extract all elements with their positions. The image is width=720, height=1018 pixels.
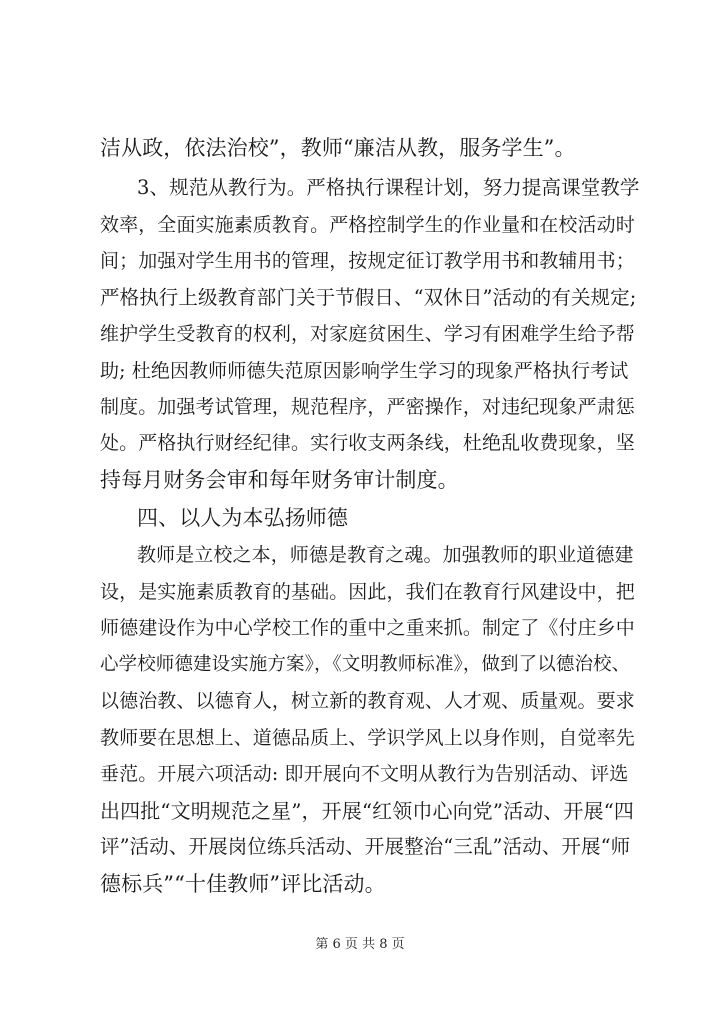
text-line: 出四批“文明规范之星”，开展“红领巾心向党”活动、开展“四 xyxy=(100,799,635,823)
text-line: 垂范。开展六项活动: 即开展向不文明从教行为告别活动、评选 xyxy=(100,763,629,785)
text-line: 维护学生受教育的权利，对家庭贫困生、学习有困难学生给予帮 xyxy=(100,323,635,345)
text-line: 制度。加强考试管理，规范程序，严密操作，对违纪现象严肃惩 xyxy=(100,396,635,418)
text-line: 以德治教、以德育人，树立新的教育观、人才观、质量观。要求 xyxy=(100,690,635,712)
text-line: 持每月财务会审和每年财务审计制度。 xyxy=(100,468,459,492)
text-line: 严格执行上级教育部门关于节假日、“双休日”活动的有关规定; xyxy=(100,286,637,309)
text-line: 设，是实施素质教育的基础。因此，我们在教育行风建设中，把 xyxy=(100,581,635,603)
page-number: 第 6 页 共 8 页 xyxy=(315,937,405,952)
text-line: 教师要在思想上、道德品质上、学识学风上以身作则，自觉率先 xyxy=(100,727,635,749)
text-line: 教师是立校之本，师德是教育之魂。加强教师的职业道德建 xyxy=(137,544,634,566)
text-line: 评”活动、开展岗位练兵活动、开展整治“三乱”活动、开展“师 xyxy=(100,835,631,858)
text-line: 洁从政，依法治校”，教师“廉洁从教，服务学生”。 xyxy=(100,136,576,160)
text-line: 处。严格执行财经纪律。实行收支两条线，杜绝乱收费现象，坚 xyxy=(100,432,635,454)
section-heading: 四、以人为本弘扬师德 xyxy=(137,506,348,530)
text-line: 心学校师德建设实施方案》，《文明教师标准》，做到了以德治校、 xyxy=(100,654,631,675)
text-line: 3、规范从教行为。严格执行课程计划，努力提高课堂教学 xyxy=(137,176,640,199)
text-line: 师德建设作为中心学校工作的重中之重来抓。制定了《付庄乡中 xyxy=(100,617,635,639)
text-line: 间；加强对学生用书的管理，按规定征订教学用书和教辅用书； xyxy=(100,250,635,272)
text-line: 效率，全面实施素质教育。严格控制学生的作业量和在校活动时 xyxy=(100,214,635,236)
text-line: 助; 杜绝因教师师德失范原因影响学生学习的现象严格执行考试 xyxy=(100,360,629,382)
text-line: 德标兵”“十佳教师”评比活动。 xyxy=(100,872,386,896)
